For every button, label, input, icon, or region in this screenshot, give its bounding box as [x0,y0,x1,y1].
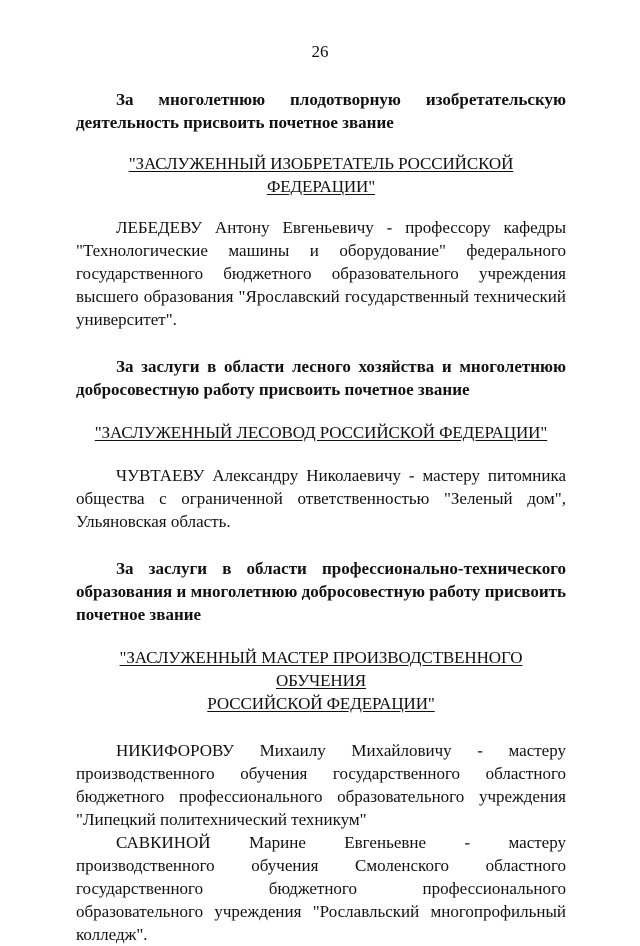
award-title-inventor: "ЗАСЛУЖЕННЫЙ ИЗОБРЕТАТЕЛЬ РОССИЙСКОЙ ФЕДЕРАЦИИ" [128,154,514,196]
award-title-master [76,646,566,715]
document-body [76,88,566,946]
recipient-chuvtaev: ЧУВТАЕВУ Александру Николаевичу - мастеру питомника общества с ограниченной ответственностью "Зеленый дом", Ульяновская область. [76,466,566,531]
recipient-lebedev: ЛЕБЕДЕВУ Антону Евгеньевичу - профессору кафедры "Технологические машины и оборудование" федерального государственного бюджетного образовательного учреждения высшего образования "Ярославский государственный технический университет". [76,218,566,329]
award-title-master-line2: РОССИЙСКОЙ ФЕДЕРАЦИИ" [207,694,435,713]
award-intro-forester: За заслуги в области лесного хозяйства и многолетнюю добросовестную работу присвоить почетное звание [76,357,566,399]
award-intro-inventor: За многолетнюю плодотворную изобретательскую деятельность присвоить почетное звание [76,90,566,132]
award-title-forester: "ЗАСЛУЖЕННЫЙ ЛЕСОВОД РОССИЙСКОЙ ФЕДЕРАЦИИ" [94,423,548,442]
page-number: 26 [311,42,329,61]
award-intro-master: За заслуги в области профессионально-технического образования и многолетнюю добросовестную работу присвоить почетное звание [76,559,566,624]
recipient-savkina: САВКИНОЙ Марине Евгеньевне - мастеру производственного обучения Смоленского областного государственного бюджетного профессионального образовательного учреждения "Рославльский многопрофильный колледж". [76,833,566,944]
recipient-nikiforov: НИКИФОРОВУ Михаилу Михайловичу - мастеру производственного обучения государственного областного бюджетного профессионального образовательного учреждения "Липецкий политехнический техникум" [76,741,566,829]
award-title-master-line1: "ЗАСЛУЖЕННЫЙ МАСТЕР ПРОИЗВОДСТВЕННОГО ОБУЧЕНИЯ [119,648,523,690]
